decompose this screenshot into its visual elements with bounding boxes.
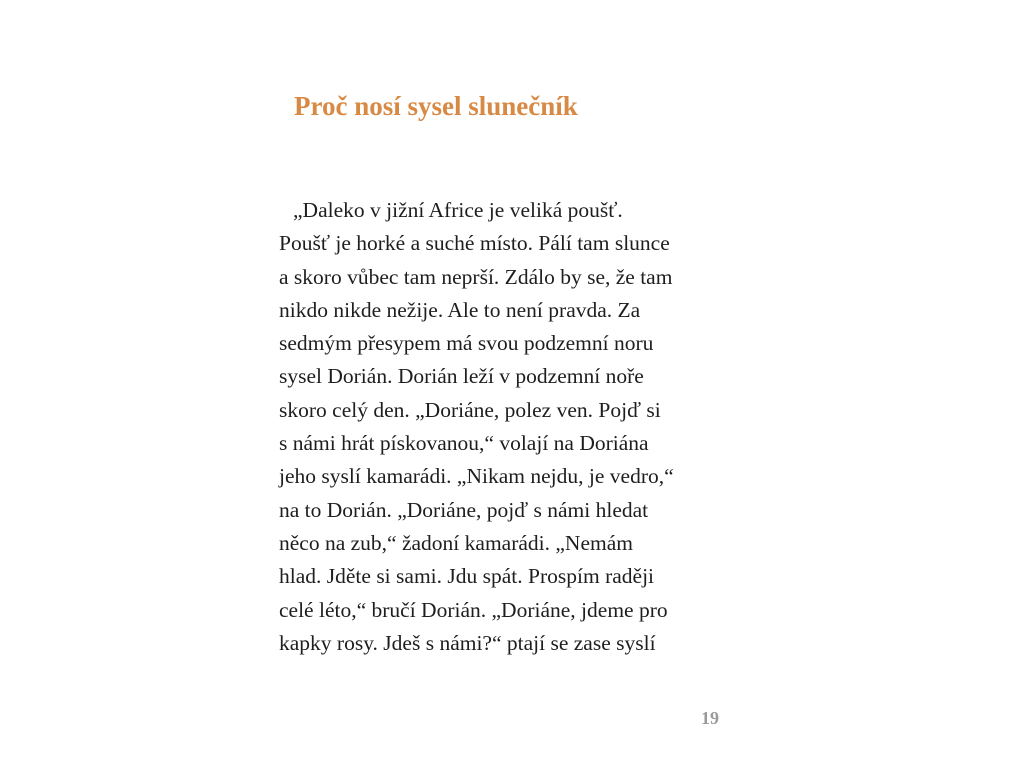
body-line: celé léto,“ bručí Dorián. „Doriáne, jdeme pro <box>279 597 668 622</box>
body-line: sysel Dorián. Dorián leží v podzemní noře <box>279 364 644 389</box>
body-line: „Daleko v jižní Africe je veliká poušť. <box>293 198 623 222</box>
body-line: a skoro vůbec tam neprší. Zdálo by se, že tam <box>279 264 673 289</box>
body-line: něco na zub,“ žadoní kamarádi. „Nemám <box>279 530 633 555</box>
body-text <box>279 194 674 660</box>
body-line: kapky rosy. Jdeš s námi?“ ptají se zase syslí <box>279 630 656 655</box>
body-line: hlad. Jděte si sami. Jdu spát. Prospím raději <box>279 564 655 589</box>
body-line: sedmým přesypem má svou podzemní noru <box>279 331 654 356</box>
page-number: 19 <box>701 708 719 728</box>
chapter-title: Proč nosí sysel slunečník <box>294 91 578 121</box>
body-line: na to Dorián. „Doriáne, pojď s námi hledat <box>279 497 649 522</box>
body-line: jeho syslí kamarádi. „Nikam nejdu, je vedro,“ <box>279 464 674 489</box>
body-line: s námi hrát pískovanou,“ volají na Doriána <box>279 431 649 456</box>
body-line: skoro celý den. „Doriáne, polez ven. Pojď si <box>279 397 661 422</box>
body-line: nikdo nikde nežije. Ale to není pravda. Za <box>279 297 641 322</box>
body-line: Poušť je horké a suché místo. Pálí tam slunce <box>279 231 670 256</box>
